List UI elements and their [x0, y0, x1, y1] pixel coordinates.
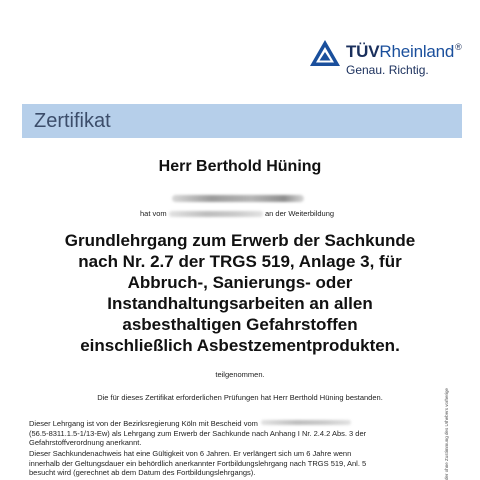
brand-slogan: Genau. Richtig.	[346, 63, 429, 77]
approval-line-1: Dieser Lehrgang ist von der Bezirksregierung Köln mit Bescheid vom	[29, 419, 366, 429]
tuv-triangle-icon	[309, 39, 341, 67]
redacted-approval-date	[261, 420, 351, 425]
attendance-prefix: hat vom	[140, 209, 167, 218]
brand-name: TÜVRheinland®	[346, 42, 462, 61]
copyright-side-note: der ohne Zustimmung des Urhebers vorherige	[444, 387, 449, 480]
validity-line-3: besucht wird (gerechnet ab dem Datum des Fortbildungslehrgangs).	[29, 468, 256, 477]
validity-line-2: innerhalb der Geltungsdauer ein behördlich anerkannter Fortbildungslehrgang nach TRGS 519, Anl. 5	[29, 458, 367, 468]
validity-paragraph	[29, 449, 366, 478]
attendance-suffix: an der Weiterbildung	[265, 209, 335, 218]
course-title-line: asbesthaltigen Gefahrstoffen	[122, 315, 358, 334]
course-title-line: einschließlich Asbestzementprodukten.	[80, 336, 400, 355]
recipient-name: Herr Berthold Hüning	[158, 158, 322, 175]
course-title-line: Abbruch-, Sanierungs- oder	[127, 273, 353, 292]
tuv-rheinland-logo	[309, 38, 469, 82]
certificate-header-band	[22, 104, 462, 138]
exam-passed-statement: Die für dieses Zertifikat erforderlichen Prüfungen hat Herr Berthold Hüning bestanden.	[97, 393, 383, 402]
course-title-line: Instandhaltungsarbeiten an allen	[107, 294, 373, 313]
redacted-dates	[169, 211, 263, 217]
certificate-title: Zertifikat	[34, 110, 111, 132]
course-title-line: nach Nr. 2.7 der TRGS 519, Anlage 3, für	[78, 252, 402, 271]
approval-line-3: Gefahrstoffverordnung anerkannt.	[29, 438, 142, 447]
approval-line-2: (56.5-8311.1.5-1/13-Ew) als Lehrgang zum Erwerb der Sachkunde nach Anhang I Nr. 2.4.2 Abs. 3 der	[29, 428, 367, 438]
approval-paragraph	[29, 419, 366, 448]
participated-text: teilgenommen.	[215, 370, 265, 379]
validity-line-1: Dieser Sachkundenachweis hat eine Gültigkeit von 6 Jahren. Er verlängert sich um 6 Jahre wenn	[29, 449, 352, 458]
course-title	[0, 230, 480, 356]
redacted-birth-info	[172, 195, 304, 202]
course-title-line: Grundlehrgang zum Erwerb der Sachkunde	[64, 231, 416, 250]
